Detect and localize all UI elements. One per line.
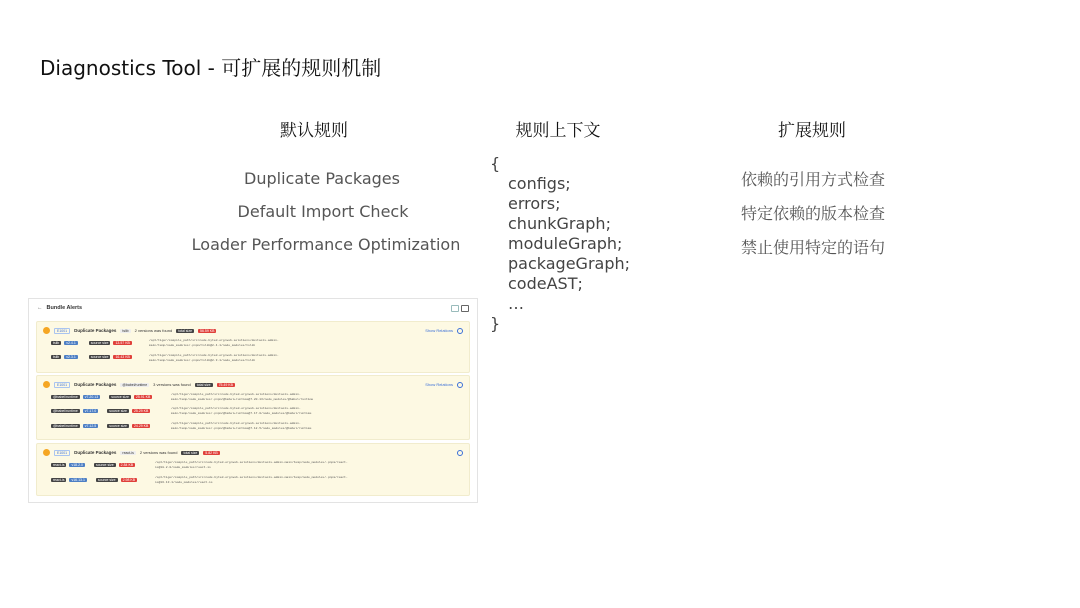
- entry-size-label: source size: [90, 355, 109, 359]
- entry-path: [171, 392, 313, 402]
- entry-size-value: 25.91 KB: [135, 395, 151, 399]
- context-field: chunkGraph;: [508, 214, 611, 233]
- bundle-alerts-screenshot: [28, 298, 478, 503]
- entry-size-label: source size: [97, 478, 116, 482]
- entry-path: [155, 475, 348, 485]
- alert-card: [36, 443, 470, 496]
- entry-size-value: 25.29 KB: [133, 409, 149, 413]
- show-relations-link[interactable]: Show Relations: [425, 328, 453, 333]
- entry-name: tslib: [53, 341, 60, 345]
- rule-context-code: [490, 154, 630, 334]
- alert-card: [36, 321, 470, 373]
- entry-path: [171, 406, 311, 416]
- alert-card: [36, 375, 470, 440]
- entry-version: v7.17.0: [84, 409, 97, 413]
- warning-icon: [43, 381, 50, 388]
- versions-text: 3 versions was found: [153, 382, 191, 387]
- back-arrow-icon[interactable]: ←: [37, 305, 43, 311]
- entry-name: react-is: [53, 478, 65, 482]
- total-size-label: total size: [178, 328, 193, 333]
- bundle-alerts-header: [29, 299, 477, 317]
- context-field-ellipsis: …: [508, 294, 524, 313]
- default-rule-item: Loader Performance Optimization: [191, 235, 461, 254]
- entry-path-line: main/temp/node_modules/.pnpm/tslib@2.3.1/node_modules/tslib: [149, 359, 256, 362]
- extended-rule-item: 特定依赖的版本检查: [740, 204, 886, 223]
- version-entry: [51, 395, 152, 399]
- entry-path-line: main/temp/node_modules/.pnpm/@babel+runtime@7.20.13/node_modules/@babel/runtime: [171, 398, 314, 401]
- expand-icon[interactable]: [451, 305, 459, 312]
- entry-path: [149, 338, 279, 348]
- entry-path-line: /opt/tiger/compile_path/src/code.byted.org/web-solutions/devtools-admin-: [171, 393, 301, 396]
- alert-header: [43, 449, 220, 456]
- entry-size-value: 2.98 KB: [122, 478, 136, 482]
- info-icon[interactable]: [457, 450, 463, 456]
- entry-path: [149, 353, 279, 363]
- versions-text: 2 versions was found: [134, 328, 173, 333]
- entry-path-line: main/temp/node_modules/.pnpm/@babel+runtime@7.17.0/node_modules/@babel/runtime: [171, 412, 312, 415]
- entry-size-label: source size: [90, 341, 109, 345]
- view-controls: [451, 305, 469, 312]
- close-brace: }: [490, 314, 501, 333]
- version-entry: [51, 341, 132, 345]
- entry-path-line: is@16.13.1/node_modules/react-is: [155, 481, 213, 484]
- entry-version: v16.13.1: [71, 478, 85, 482]
- context-field: codeAST;: [508, 274, 583, 293]
- alert-code: E1001: [54, 450, 70, 456]
- default-rule-item: Duplicate Packages: [244, 169, 400, 188]
- package-name: tslib: [122, 328, 129, 333]
- entry-name: @babel/runtime: [53, 409, 78, 413]
- entry-name: @babel/runtime: [53, 395, 78, 399]
- alert-title: Duplicate Packages: [74, 450, 117, 455]
- entry-size-label: source size: [109, 409, 127, 413]
- entry-path: [155, 460, 348, 470]
- default-rules-title: 默认规则: [280, 121, 348, 141]
- version-entry: [51, 478, 137, 482]
- package-name: react-is: [122, 450, 134, 455]
- info-icon[interactable]: [457, 328, 463, 334]
- open-brace: {: [490, 154, 501, 173]
- entry-path-line: /opt/tiger/compile_path/src/code.byted.org/web-solutions/devtools-admin-: [171, 407, 301, 410]
- entry-name: @babel/runtime: [53, 424, 78, 428]
- menu-icon[interactable]: [461, 305, 469, 312]
- entry-size-value: 13.57 KB: [115, 341, 130, 345]
- entry-path-line: /opt/tiger/compile_path/src/code.byted.org/web-solutions/devtools-admin-: [149, 339, 279, 342]
- context-field: moduleGraph;: [508, 234, 623, 253]
- entry-size-label: source size: [111, 395, 129, 399]
- version-entry: [51, 409, 150, 413]
- context-field: packageGraph;: [508, 254, 631, 273]
- alert-header: [43, 381, 235, 388]
- bundle-alerts-title: Bundle Alerts: [46, 305, 83, 311]
- show-relations-link[interactable]: Show Relations: [425, 382, 453, 387]
- total-size-value: 5.82 KB: [205, 450, 218, 455]
- version-entry: [51, 355, 132, 359]
- entry-version: v2.3.1: [66, 355, 76, 359]
- extended-rule-item: 依赖的引用方式检查: [740, 170, 886, 189]
- entry-path-line: is@18.2.0/node_modules/react-is: [155, 466, 211, 469]
- slide-title: Diagnostics Tool - 可扩展的规则机制: [40, 56, 382, 80]
- entry-size-value: 16.43 KB: [115, 355, 130, 359]
- entry-name: tslib: [53, 355, 60, 359]
- entry-version: v7.20.13: [84, 395, 99, 399]
- entry-size-value: 2.84 KB: [120, 463, 134, 467]
- entry-path-line: /opt/tiger/compile_path/src/code.byted.org/web-solutions/devtools-admin-: [171, 422, 301, 425]
- alert-code: E1001: [54, 328, 70, 334]
- entry-path-line: main/temp/node_modules/.pnpm/@babel+runtime@7.12.5/node_modules/@babel/runtime: [171, 427, 312, 430]
- info-icon[interactable]: [457, 382, 463, 388]
- entry-path-line: /opt/tiger/compile_path/src/code.byted.org/web-solutions/devtools-admin-: [149, 354, 279, 357]
- entry-name: react-is: [53, 463, 65, 467]
- context-field: configs;: [508, 174, 571, 193]
- extended-rule-item: 禁止使用特定的语句: [740, 238, 886, 257]
- entry-size-label: source size: [95, 463, 114, 467]
- total-size-label: total size: [196, 382, 211, 387]
- entry-path-line: /opt/tiger/compile_path/src/code.byted.org/web-solutions/devtools-admin-main/temp/node_modules/.pnpm/react-: [155, 476, 348, 479]
- context-field: errors;: [508, 194, 561, 213]
- version-entry: [51, 463, 135, 467]
- extended-rules-title: 扩展规则: [778, 121, 846, 141]
- entry-version: v7.12.5: [84, 424, 97, 428]
- total-size-value: 75.49 KB: [218, 382, 233, 387]
- entry-path: [171, 421, 311, 431]
- total-size-label: total size: [183, 450, 198, 455]
- entry-path-line: main/temp/node_modules/.pnpm/tslib@2.4.1/node_modules/tslib: [149, 344, 256, 347]
- alert-title: Duplicate Packages: [74, 382, 117, 387]
- entry-size-value: 24.29 KB: [133, 424, 149, 428]
- warning-icon: [43, 449, 50, 456]
- package-name: @babel/runtime: [122, 382, 148, 387]
- alert-code: E1001: [54, 382, 70, 388]
- versions-text: 2 versions was found: [139, 450, 178, 455]
- version-entry: [51, 424, 150, 428]
- total-size-value: 56.59 KB: [200, 328, 215, 333]
- alert-header: [43, 327, 216, 334]
- default-rule-item: Default Import Check: [237, 202, 409, 221]
- entry-size-label: source size: [109, 424, 127, 428]
- rule-context-title: 规则上下文: [515, 121, 601, 141]
- warning-icon: [43, 327, 50, 334]
- entry-version: v18.2.0: [71, 463, 83, 467]
- entry-version: v2.4.1: [66, 341, 76, 345]
- entry-path-line: /opt/tiger/compile_path/src/code.byted.org/web-solutions/devtools-admin-main/temp/node_modules/.pnpm/react-: [155, 461, 348, 464]
- alert-title: Duplicate Packages: [74, 328, 117, 333]
